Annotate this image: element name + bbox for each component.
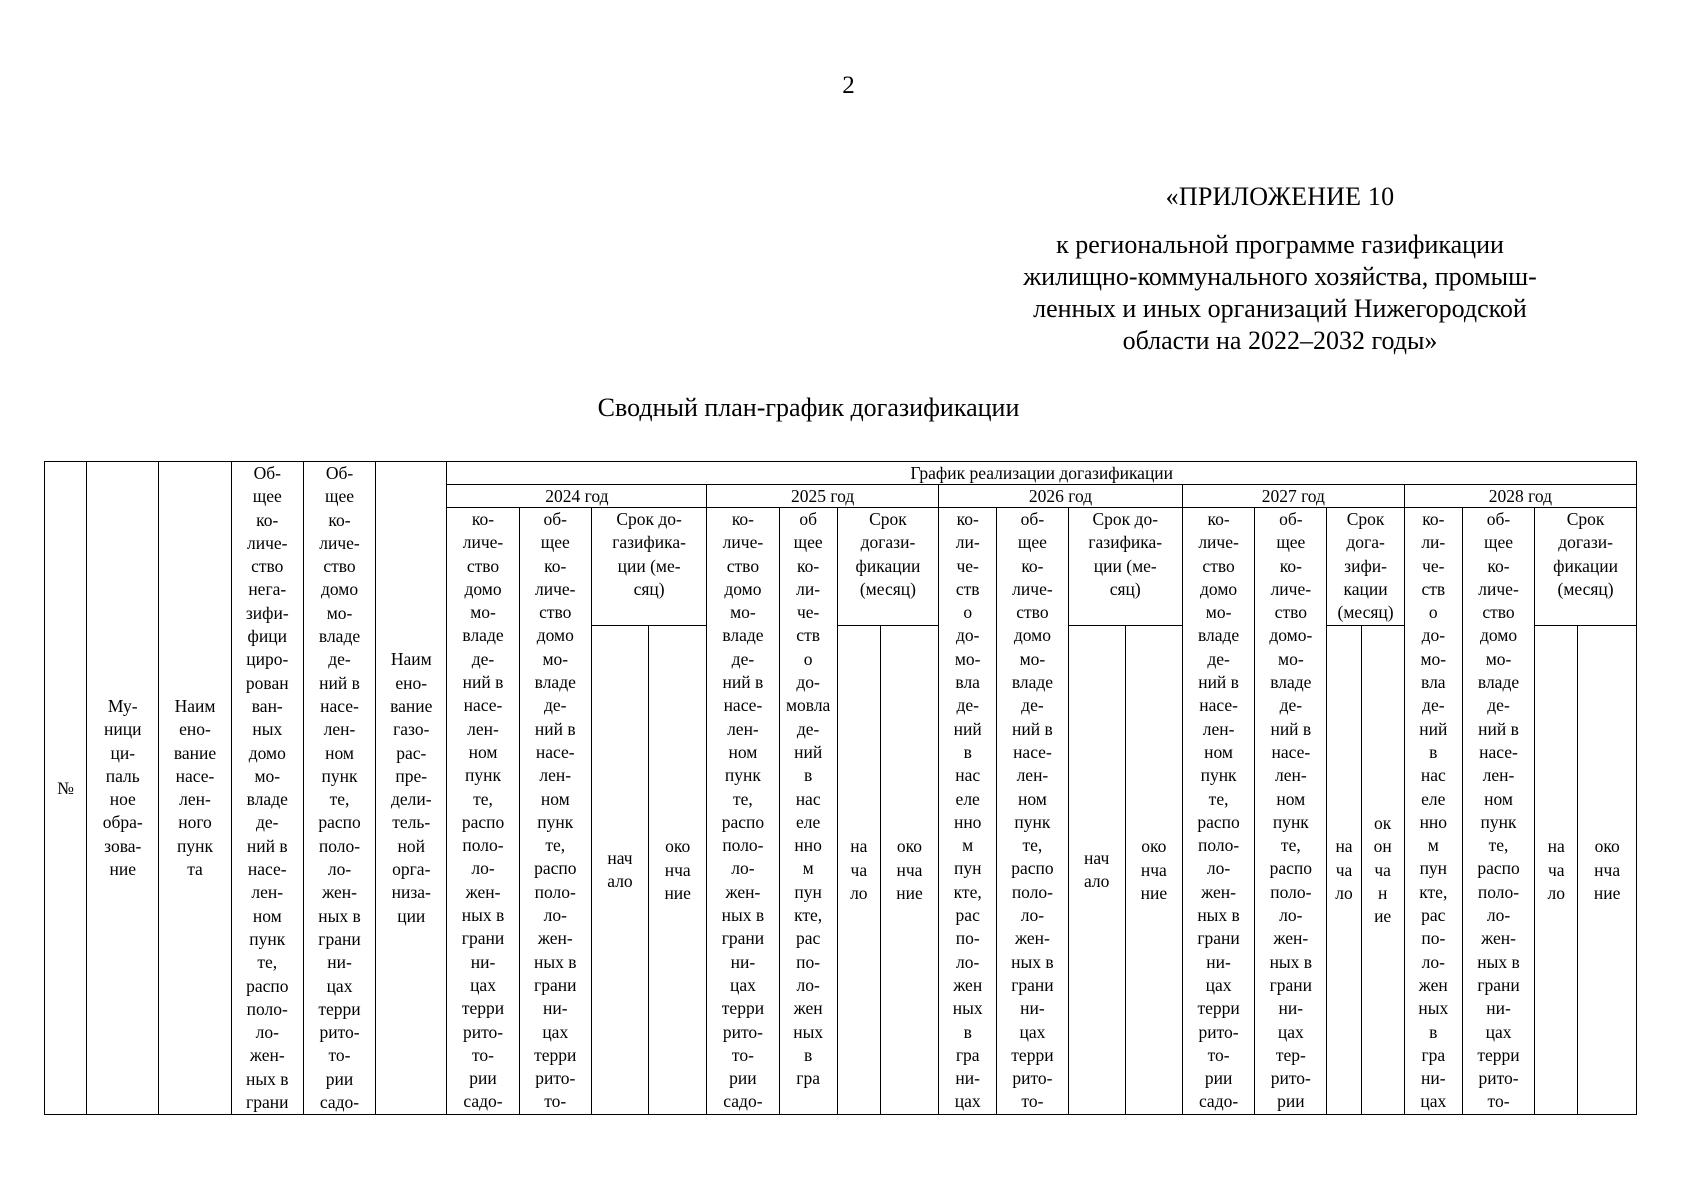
year-2028-start: на ча ло — [1535, 626, 1578, 1115]
year-2028-count-column: ко- ли- че- ств о до- мо- вла де- ний в нас еле нно м пун кте, рас по- ло- жен ных в гра ни- цах — [1404, 508, 1462, 1115]
header-schedule-title: График реализации догазификации — [447, 462, 1637, 485]
year-2024-total-column: об- щее ко- личе- ство домо мо- владе де- ний в насе- лен- ном пунк те, распо поло- ло- жен- ных в грани ни- цах терри рито- то- — [519, 508, 591, 1115]
year-2026-start: нач ало — [1068, 626, 1125, 1115]
header-row-schedule — [45, 462, 1637, 485]
year-2027-start: на ча ло — [1327, 626, 1361, 1115]
year-2025-start: на ча ло — [837, 626, 880, 1115]
year-2024-label: 2024 год — [447, 485, 707, 508]
year-2028-label: 2028 год — [1404, 485, 1636, 508]
year-2026-end: око нча ние — [1125, 626, 1182, 1115]
year-2024-end: око нча ние — [649, 626, 707, 1115]
year-2024-count-column: ко- личе- ство домо мо- владе де- ний в насе- лен- ном пунк те, распо поло- ло- жен- ных в грани ни- цах терри рито- то- рии садо- — [447, 508, 519, 1115]
year-2027-term-header: Срок дога- зифи- кации (месяц) — [1327, 508, 1404, 626]
document-title: Сводный план-график догазификации — [597, 393, 1020, 422]
year-2028-total-column: об- щее ко- личе- ство домо мо- владе де- ний в насе- лен- ном пунк те, распо поло- ло- жен- ных в грани ни- цах терри рито- то- — [1462, 508, 1534, 1115]
year-2027-label: 2027 год — [1182, 485, 1404, 508]
header-total-ungasified-households: Об- щее ко- личе- ство нега- зифи- фици циро- рован ван- ных домо мо- владе де- ний в насе- лен- ном пунк те, распо поло- ло- жен- ных в грани — [231, 462, 303, 1115]
appendix-header — [995, 182, 1565, 357]
year-2025-total-column: об щее ко- ли- че- ств о до- мовла де- ний в нас еле нно м пун кте, рас по- ло- жен ных в гра — [779, 508, 837, 1115]
page-number: 2 — [842, 72, 855, 99]
header-municipality: Му- ници ци- паль ное обра- зова- ние — [87, 462, 159, 1115]
year-2025-count-column: ко- личе- ство домо мо- владе де- ний в насе- лен- ном пунк те, распо поло- ло- жен- ных в грани ни- цах терри рито- то- рии садо- — [707, 508, 779, 1115]
year-2028-end: око нча ние — [1578, 626, 1637, 1115]
year-2025-term-header: Срок догази- фикации (месяц) — [837, 508, 938, 626]
year-2026-label: 2026 год — [939, 485, 1183, 508]
year-2024-start: нач ало — [591, 626, 648, 1115]
header-total-households: Об- щее ко- личе- ство домо мо- владе де- ний в насе- лен- ном пунк те, распо поло- ло- жен- ных в грани ни- цах терри рито- то- рии садо- — [303, 462, 375, 1115]
gasification-schedule-table — [44, 461, 1637, 1115]
year-2025-label: 2025 год — [707, 485, 939, 508]
year-2026-term-header: Срок до- газифика- ции (ме- сяц) — [1068, 508, 1182, 626]
year-2024-term-header: Срок до- газифика- ции (ме- сяц) — [591, 508, 706, 626]
year-2025-end: око нча ние — [880, 626, 938, 1115]
year-2028-term-header: Срок догази- фикации (месяц) — [1535, 508, 1637, 626]
year-2027-end: ок он ча н ие — [1361, 626, 1404, 1115]
year-2027-total-column: об- щее ко- личе- ство домо- мо- владе де- ний в насе- лен- ном пунк те, распо поло- ло- жен- ных в грани ни- цах тер- рито- рии — [1255, 508, 1327, 1115]
header-number: № — [45, 462, 87, 1115]
header-gas-distribution-organization: Наим ено- вание газо- рас- пре- дели- тель- ной орга- низа- ции — [376, 462, 447, 1115]
appendix-subtitle: к региональной программе газификации жилищно-коммунального хозяйства, промыш- ленных и иных организаций Нижегородской области на 2022–2032 годы» — [1023, 230, 1537, 355]
header-settlement-name: Наим ено- вание насе- лен- ного пунк та — [159, 462, 231, 1115]
year-2026-total-column: об- щее ко- личе- ство домо мо- владе де- ний в насе- лен- ном пунк те, распо поло- ло- жен- ных в грани ни- цах терри рито- то- — [997, 508, 1068, 1115]
year-2026-count-column: ко- ли- че- ств о до- мо- вла де- ний в нас еле нно м пун кте, рас по- ло- жен ных в гра ни- цах — [939, 508, 997, 1115]
appendix-title: «ПРИЛОЖЕНИЕ 10 — [1165, 182, 1395, 211]
year-2027-count-column: ко- личе- ство домо мо- владе де- ний в насе- лен- ном пунк те, распо поло- ло- жен- ных в грани ни- цах терри рито- то- рии садо- — [1182, 508, 1254, 1115]
